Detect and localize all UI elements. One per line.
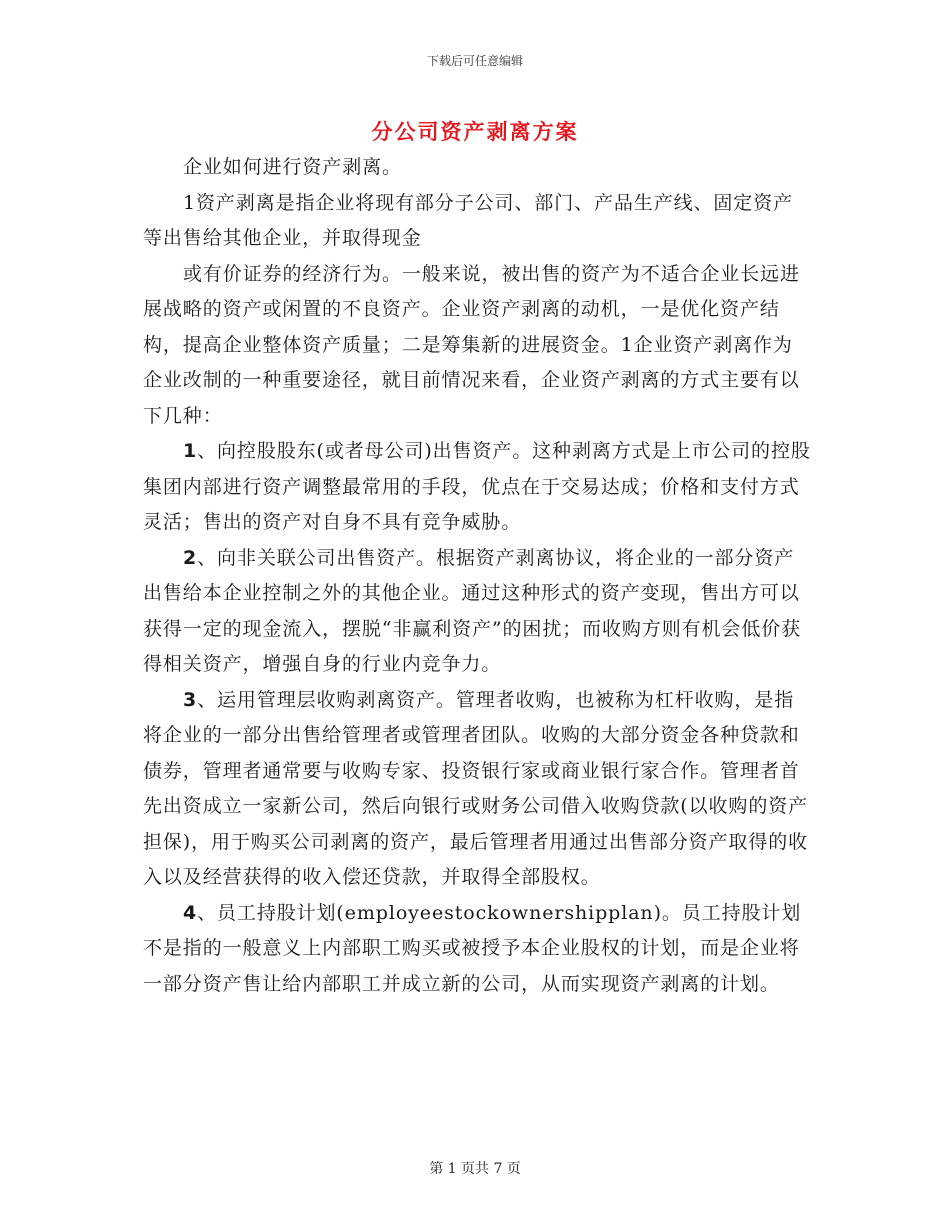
paragraph-method-2 (143, 541, 811, 683)
method-2-number: 2 (183, 546, 198, 569)
page-footer: 第 1 页共 7 页 (429, 1161, 521, 1177)
method-3-text: 、运用管理层收购剥离资产。管理者收购，也被称为杠杆收购，是指将企业的一部分出售给管理者或管理者团队。收购的大部分资金各种贷款和债券，管理者通常要与收购专家、投资银行家或商业银行家合作。管理者首先出资成立一家新公司，然后向银行或财务公司借入收购贷款(以收购的资产担保)，用于购买公司剥离的资产，最后管理者用通过出售部分资产取得的收入以及经营获得的收入偿还贷款，并取得全部股权。 (143, 688, 809, 888)
method-1-text: 、向控股股东(或者母公司)出售资产。这种剥离方式是上市公司的控股集团内部进行资产调整最常用的手段，优点在于交易达成；价格和支付方式灵活；售出的资产对自身不具有竞争威胁。 (143, 440, 811, 533)
document-body (143, 150, 811, 1002)
method-1-number: 1 (183, 440, 198, 462)
method-4-text: 、员工持股计划(employeestockownershipplan)。员工持股计划不是指的一般意义上内部职工购买或被授予本企业股权的计划，而是企业将一部分资产售让给内部职工并成立新的公司，从而实现资产剥离的计划。 (143, 901, 802, 995)
paragraph-intro: 企业如何进行资产剥离。 (183, 156, 402, 178)
method-3-number: 3 (183, 688, 198, 711)
method-4-number: 4 (183, 901, 198, 924)
paragraph-method-3 (143, 683, 811, 896)
paragraph-motivation: 或有价证券的经济行为。一般来说，被出售的资产为不适合企业长远进展战略的资产或闲置的不良资产。企业资产剥离的动机，一是优化资产结构，提高企业整体资产质量；二是筹集新的进展资金。1企业资产剥离作为企业改制的一种重要途径，就目前情况来看，企业资产剥离的方式主要有以下几种： (143, 262, 800, 427)
method-2-text: 、向非关联公司出售资产。根据资产剥离协议，将企业的一部分资产出售给本企业控制之外的其他企业。通过这种形式的资产变现，售出方可以获得一定的现金流入，摆脱“非赢利资产”的困扰；而收购方则有机会低价获得相关资产，增强自身的行业内竞争力。 (143, 546, 802, 675)
document-title: 分公司资产剥离方案 (371, 119, 579, 144)
paragraph-method-4 (143, 896, 811, 1003)
page-header: 下载后可任意编辑 (426, 54, 523, 68)
paragraph-method-1 (143, 434, 811, 541)
paragraph-definition: 1资产剥离是指企业将现有部分子公司、部门、产品生产线、固定资产等出售给其他企业，并取得现金 (143, 191, 793, 249)
